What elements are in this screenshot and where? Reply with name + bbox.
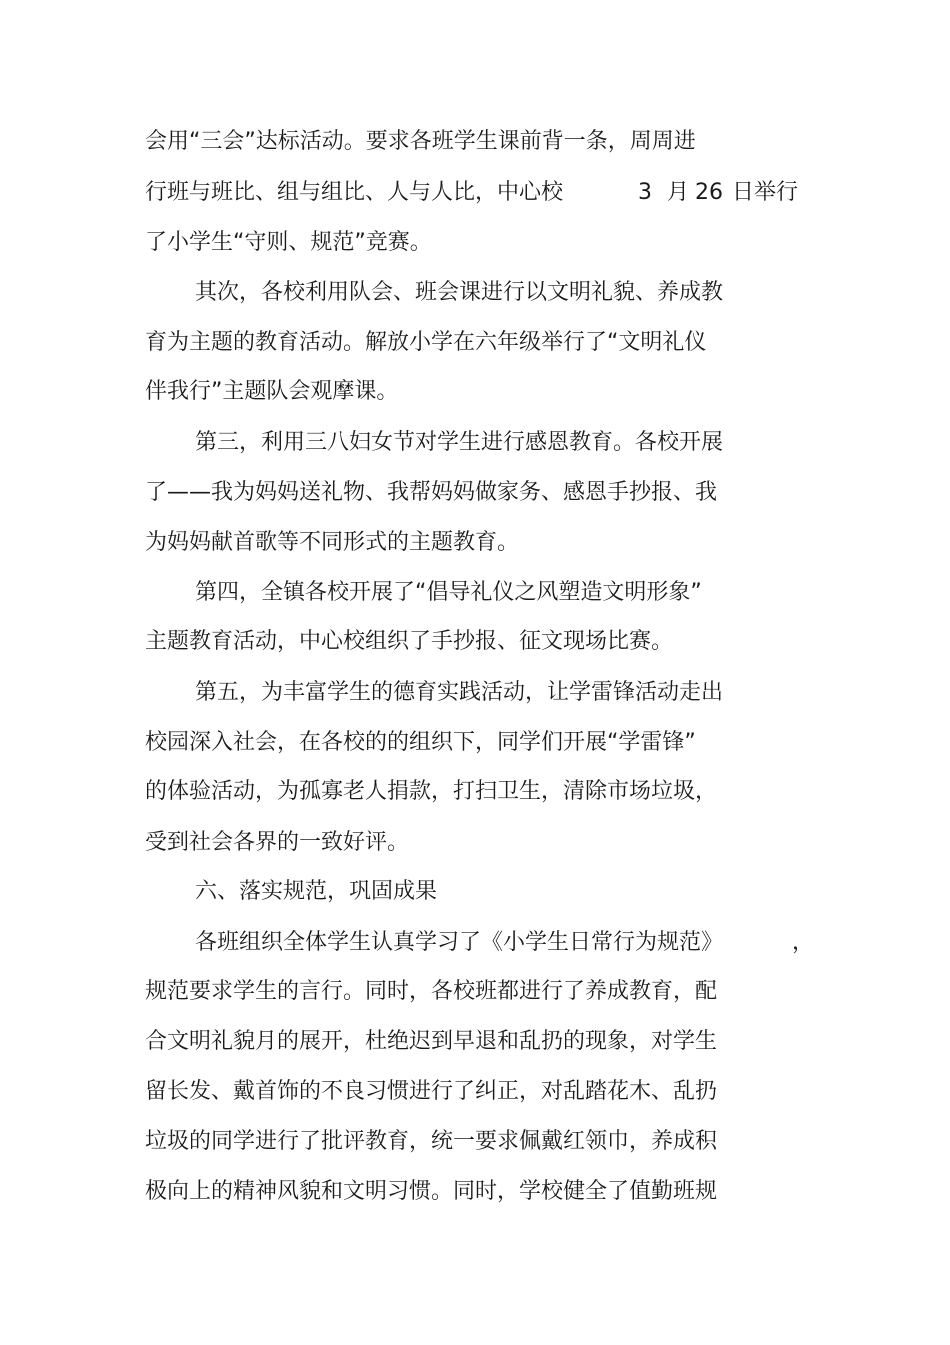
text-line-19: 合文明礼貌月的展开，杜绝迟到早退和乱扔的现象，对学生 (145, 1029, 718, 1054)
text-line-15: 受到社会各界的一致好评。 (145, 830, 410, 855)
paragraph-start-5: 各班组织全体学生认真学习了《小学生日常行为规范》 (195, 930, 724, 955)
text-line-21: 垃圾的同学进行了批评教育，统一要求佩戴红领巾，养成积 (145, 1129, 718, 1154)
paragraph-start-1: 其次，各校利用队会、班会课进行以文明礼貌、养成教 (195, 280, 724, 305)
text-line-5: 育为主题的教育活动。解放小学在六年级举行了“文明礼仪 (145, 330, 707, 355)
text-line-8: 了——我为妈妈送礼物、我帮妈妈做家务、感恩手抄报、我 (145, 480, 718, 505)
text-line-6: 伴我行”主题队会观摩课。 (145, 379, 399, 404)
text-line-22: 极向上的精神风貌和文明习惯。同时，学校健全了值勤班规 (145, 1179, 718, 1204)
section-heading: 六、落实规范，巩固成果 (195, 879, 438, 904)
date-month-label: 月 (667, 180, 690, 205)
text-line-18: 规范要求学生的言行。同时，各校班都进行了养成教育，配 (145, 979, 718, 1004)
date-day-number: 26 (695, 180, 723, 205)
text-line-11: 主题教育活动，中心校组织了手抄报、征文现场比赛。 (145, 629, 674, 654)
text-line-3: 了小学生“守则、规范”竞赛。 (145, 230, 432, 255)
text-line-2: 行班与班比、组与组比、人与人比，中心校 (145, 180, 564, 205)
trailing-comma: ， (792, 930, 815, 955)
paragraph-start-4: 第五，为丰富学生的德育实践活动，让学雷锋活动走出 (195, 680, 724, 705)
paragraph-start-2: 第三，利用三八妇女节对学生进行感恩教育。各校开展 (195, 430, 724, 455)
text-line-1: 会用“三会”达标活动。要求各班学生课前背一条，周周进 (145, 129, 696, 154)
text-line-9: 为妈妈献首歌等不同形式的主题教育。 (145, 530, 520, 555)
text-line-14: 的体验活动，为孤寡老人捐款，打扫卫生，清除市场垃圾， (145, 779, 718, 804)
text-line-20: 留长发、戴首饰的不良习惯进行了纠正，对乱踏花木、乱扔 (145, 1079, 718, 1104)
paragraph-start-3: 第四，全镇各校开展了“倡导礼仪之风塑造文明形象” (195, 580, 702, 605)
date-day-rest: 日举行 (732, 180, 799, 205)
date-month-number: 3 (638, 180, 652, 205)
text-line-13: 校园深入社会，在各校的的组织下，同学们开展“学雷锋” (145, 730, 696, 755)
